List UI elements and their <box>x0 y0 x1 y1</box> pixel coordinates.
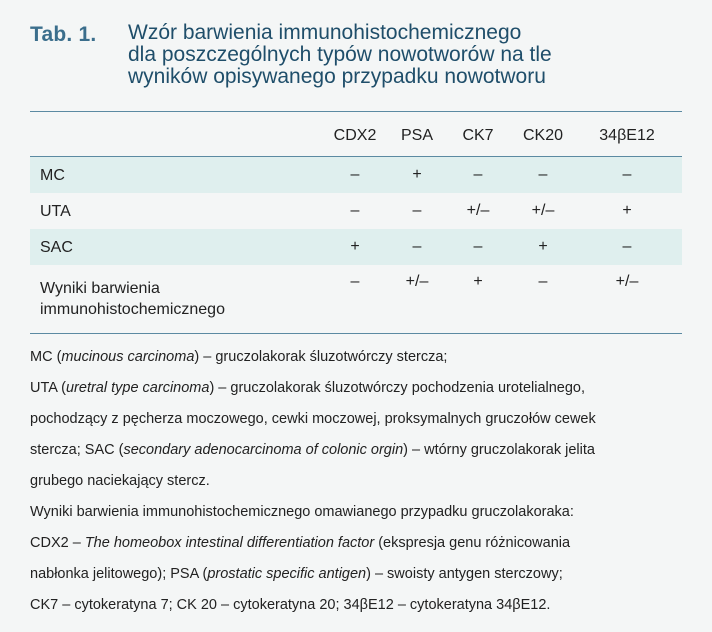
table-cell: – <box>350 273 360 290</box>
table-cell: + <box>318 229 392 265</box>
note-italic: The homeobox intestinal differentiation factor <box>84 535 375 551</box>
note-text: UTA ( <box>30 380 66 396</box>
table-caption <box>30 22 682 88</box>
footnote-line <box>30 559 682 590</box>
note-italic: prostatic specific antigen <box>207 566 367 582</box>
column-header-cdx2: CDX2 <box>318 112 392 157</box>
row-label-line: immunohistochemicznego <box>40 301 225 318</box>
table-cell: – <box>318 157 392 194</box>
note-text: MC ( <box>30 349 62 365</box>
table-cell: – <box>572 157 682 194</box>
row-label-line: SAC <box>40 238 73 256</box>
row-label <box>30 157 318 194</box>
column-header <box>30 112 318 157</box>
table-cell: – <box>412 202 422 219</box>
column-header-ck20: CK20 <box>514 112 572 157</box>
table-number: Tab. 1. <box>30 23 97 46</box>
header-row <box>30 112 682 157</box>
table-cell: – <box>442 157 514 194</box>
table-title-line: Wzór barwienia immunohistochemicznego <box>128 21 522 44</box>
table-cell: + <box>392 157 442 194</box>
table-cell: +/– <box>466 202 490 219</box>
table-row <box>30 265 682 334</box>
table-cell: – <box>442 229 514 265</box>
table-cell: – <box>514 157 572 194</box>
footnote-line: CK7 – cytokeratyna 7; CK 20 – cytokeratyna 20; 34βE12 – cytokeratyna 34βE12. <box>30 597 551 613</box>
table-cell: +/– <box>531 202 555 219</box>
footnote-line <box>30 528 682 559</box>
table-cell: – <box>538 273 548 290</box>
footnote-line: grubego naciekający stercz. <box>30 473 210 489</box>
row-label <box>30 193 318 229</box>
note-text: nabłonka jelitowego); PSA ( <box>30 566 208 582</box>
note-text: ) – swoisty antygen sterczowy; <box>366 566 563 582</box>
note-text: CDX2 – <box>30 535 85 551</box>
table-cell: + <box>622 202 632 219</box>
staining-table <box>30 111 682 334</box>
note-text: (ekspresja genu różnicowania <box>374 535 571 551</box>
row-label-line: Wyniki barwienia <box>40 280 160 297</box>
footnote-line <box>30 435 682 466</box>
footnote-line <box>30 373 682 404</box>
table-row <box>30 193 682 229</box>
table-row <box>30 157 682 194</box>
table-cell: – <box>572 229 682 265</box>
note-text: ) – gruczolakorak śluzotwórczy pochodzenia urotelialnego, <box>209 380 586 396</box>
table-footnotes <box>30 342 682 621</box>
table-title-line: wyników opisywanego przypadku nowotworu <box>128 65 546 88</box>
column-header-psa: PSA <box>392 112 442 157</box>
note-text: stercza; SAC ( <box>30 442 124 458</box>
note-text: ) – wtórny gruczolakorak jelita <box>403 442 595 458</box>
table-cell: +/– <box>405 273 429 290</box>
table-cell: + <box>514 229 572 265</box>
table-row <box>30 229 682 265</box>
table-cell: – <box>350 202 360 219</box>
row-label-line: UTA <box>40 202 71 220</box>
row-label <box>30 265 318 334</box>
row-label <box>30 229 318 265</box>
footnote-line: Wyniki barwienia immunohistochemicznego omawianego przypadku gruczolakoraka: <box>30 504 574 520</box>
table-cell: + <box>473 273 483 290</box>
table-cell: +/– <box>615 273 639 290</box>
note-italic: secondary adenocarcinoma of colonic orgin <box>123 442 404 458</box>
row-label-line: MC <box>40 166 65 184</box>
column-header-34be12: 34βE12 <box>572 112 682 157</box>
table-figure <box>30 22 682 621</box>
column-header-ck7: CK7 <box>442 112 514 157</box>
footnote-line <box>30 342 682 373</box>
note-italic: uretral type carcinoma <box>65 380 210 396</box>
table-title-line: dla poszczególnych typów nowotworów na tle <box>128 43 552 66</box>
note-text: ) – gruczolakorak śluzotwórczy stercza; <box>194 349 448 365</box>
table-cell: – <box>392 229 442 265</box>
table-title <box>128 22 552 88</box>
footnote-line: pochodzący z pęcherza moczowego, cewki moczowej, proksymalnych gruczołów cewek <box>30 411 596 427</box>
note-italic: mucinous carcinoma <box>61 349 195 365</box>
